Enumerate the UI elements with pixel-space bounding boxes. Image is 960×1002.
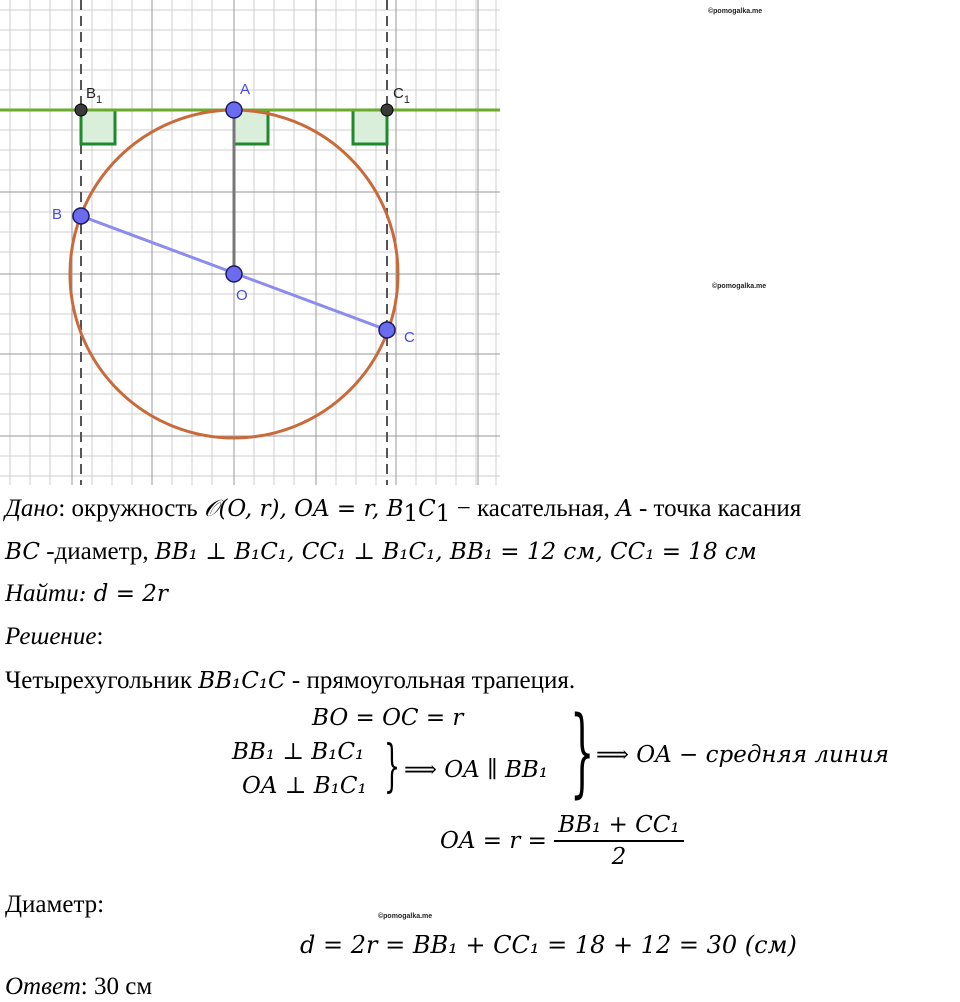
bc-label: BC <box>5 539 40 565</box>
find-expr: : d = 2r <box>78 581 168 607</box>
label-b: B <box>52 206 63 223</box>
given-line-2 <box>5 537 757 567</box>
point-a <box>226 102 242 118</box>
system-row-3: OA ⊥ B₁C₁ <box>242 773 367 799</box>
given-tangent-tail: C <box>418 496 436 522</box>
formula-denominator: 2 <box>611 844 627 870</box>
solution-colon: : <box>96 623 104 650</box>
quad-text-1: Четырехугольник <box>5 667 199 694</box>
geometry-figure <box>0 0 500 485</box>
right-angle-mark-c1 <box>353 110 387 144</box>
label-b1: $B_1$ <box>86 85 103 106</box>
diameter-word: -диаметр, <box>39 538 155 565</box>
point-b1 <box>75 104 87 116</box>
label-c: C <box>404 329 415 346</box>
find-line <box>5 579 168 609</box>
label-a: A <box>240 81 251 98</box>
quad-text-2: - прямоугольная трапеция. <box>285 667 576 694</box>
watermark-bottom: ©pomogalka.me <box>378 913 433 920</box>
system-row-2: BB₁ ⊥ B₁C₁ <box>232 739 365 765</box>
right-angle-mark-b1 <box>81 110 115 144</box>
answer-value: : 30 см <box>80 973 153 1000</box>
outer-brace: } <box>570 696 595 808</box>
point-o <box>226 266 242 282</box>
formula-fraction <box>554 812 683 870</box>
solution-label: Решение <box>5 623 97 650</box>
given-text: : окружность <box>58 495 204 522</box>
point-b <box>73 208 89 224</box>
grid <box>0 0 500 485</box>
given-tangent-word: − касательная, <box>450 495 617 522</box>
given-point-a: A <box>616 496 633 522</box>
point-c <box>379 322 395 338</box>
diameter-label: Диаметр: <box>5 891 105 918</box>
answer-label: Ответ <box>5 973 81 1000</box>
diameter-formula: d = 2r = BB₁ + CC₁ = 18 + 12 = 30 (см) <box>300 931 797 959</box>
watermark-middle: ©pomogalka.me <box>712 283 767 290</box>
given-label: Дано <box>5 495 59 522</box>
solution-line <box>5 622 103 652</box>
answer-line <box>5 972 152 1002</box>
quad-line <box>5 666 575 696</box>
label-o: O <box>236 287 248 304</box>
quad-expr: BB₁C₁C <box>198 668 286 694</box>
formula-numerator: BB₁ + CC₁ <box>554 812 683 842</box>
given-circle-expr: 𝒪(O, r), OA = r, B <box>203 496 404 522</box>
given-line <box>5 494 802 527</box>
point-c1 <box>381 104 393 116</box>
formula-lhs: OA = r = <box>440 828 547 854</box>
find-label: Найти <box>5 580 79 607</box>
given-touch-text: - точка касания <box>632 495 802 522</box>
inner-brace: } <box>384 734 401 799</box>
implies-midline: ⟹ OA − средняя линия <box>596 742 890 768</box>
given-relations: BB₁ ⊥ B₁C₁, CC₁ ⊥ B₁C₁, BB₁ = 12 см, CC₁ = 18 см <box>154 539 757 565</box>
midline-formula <box>440 812 684 870</box>
system-row-1: BO = OC = r <box>312 705 464 731</box>
watermark-top: ©pomogalka.me <box>708 8 763 15</box>
implies-parallel: ⟹ OA ∥ BB₁ <box>404 757 549 783</box>
sub-1: 1 <box>403 501 419 527</box>
sub-1b: 1 <box>435 501 451 527</box>
label-c1: $C_1$ <box>393 85 410 106</box>
grid-major <box>0 0 500 485</box>
